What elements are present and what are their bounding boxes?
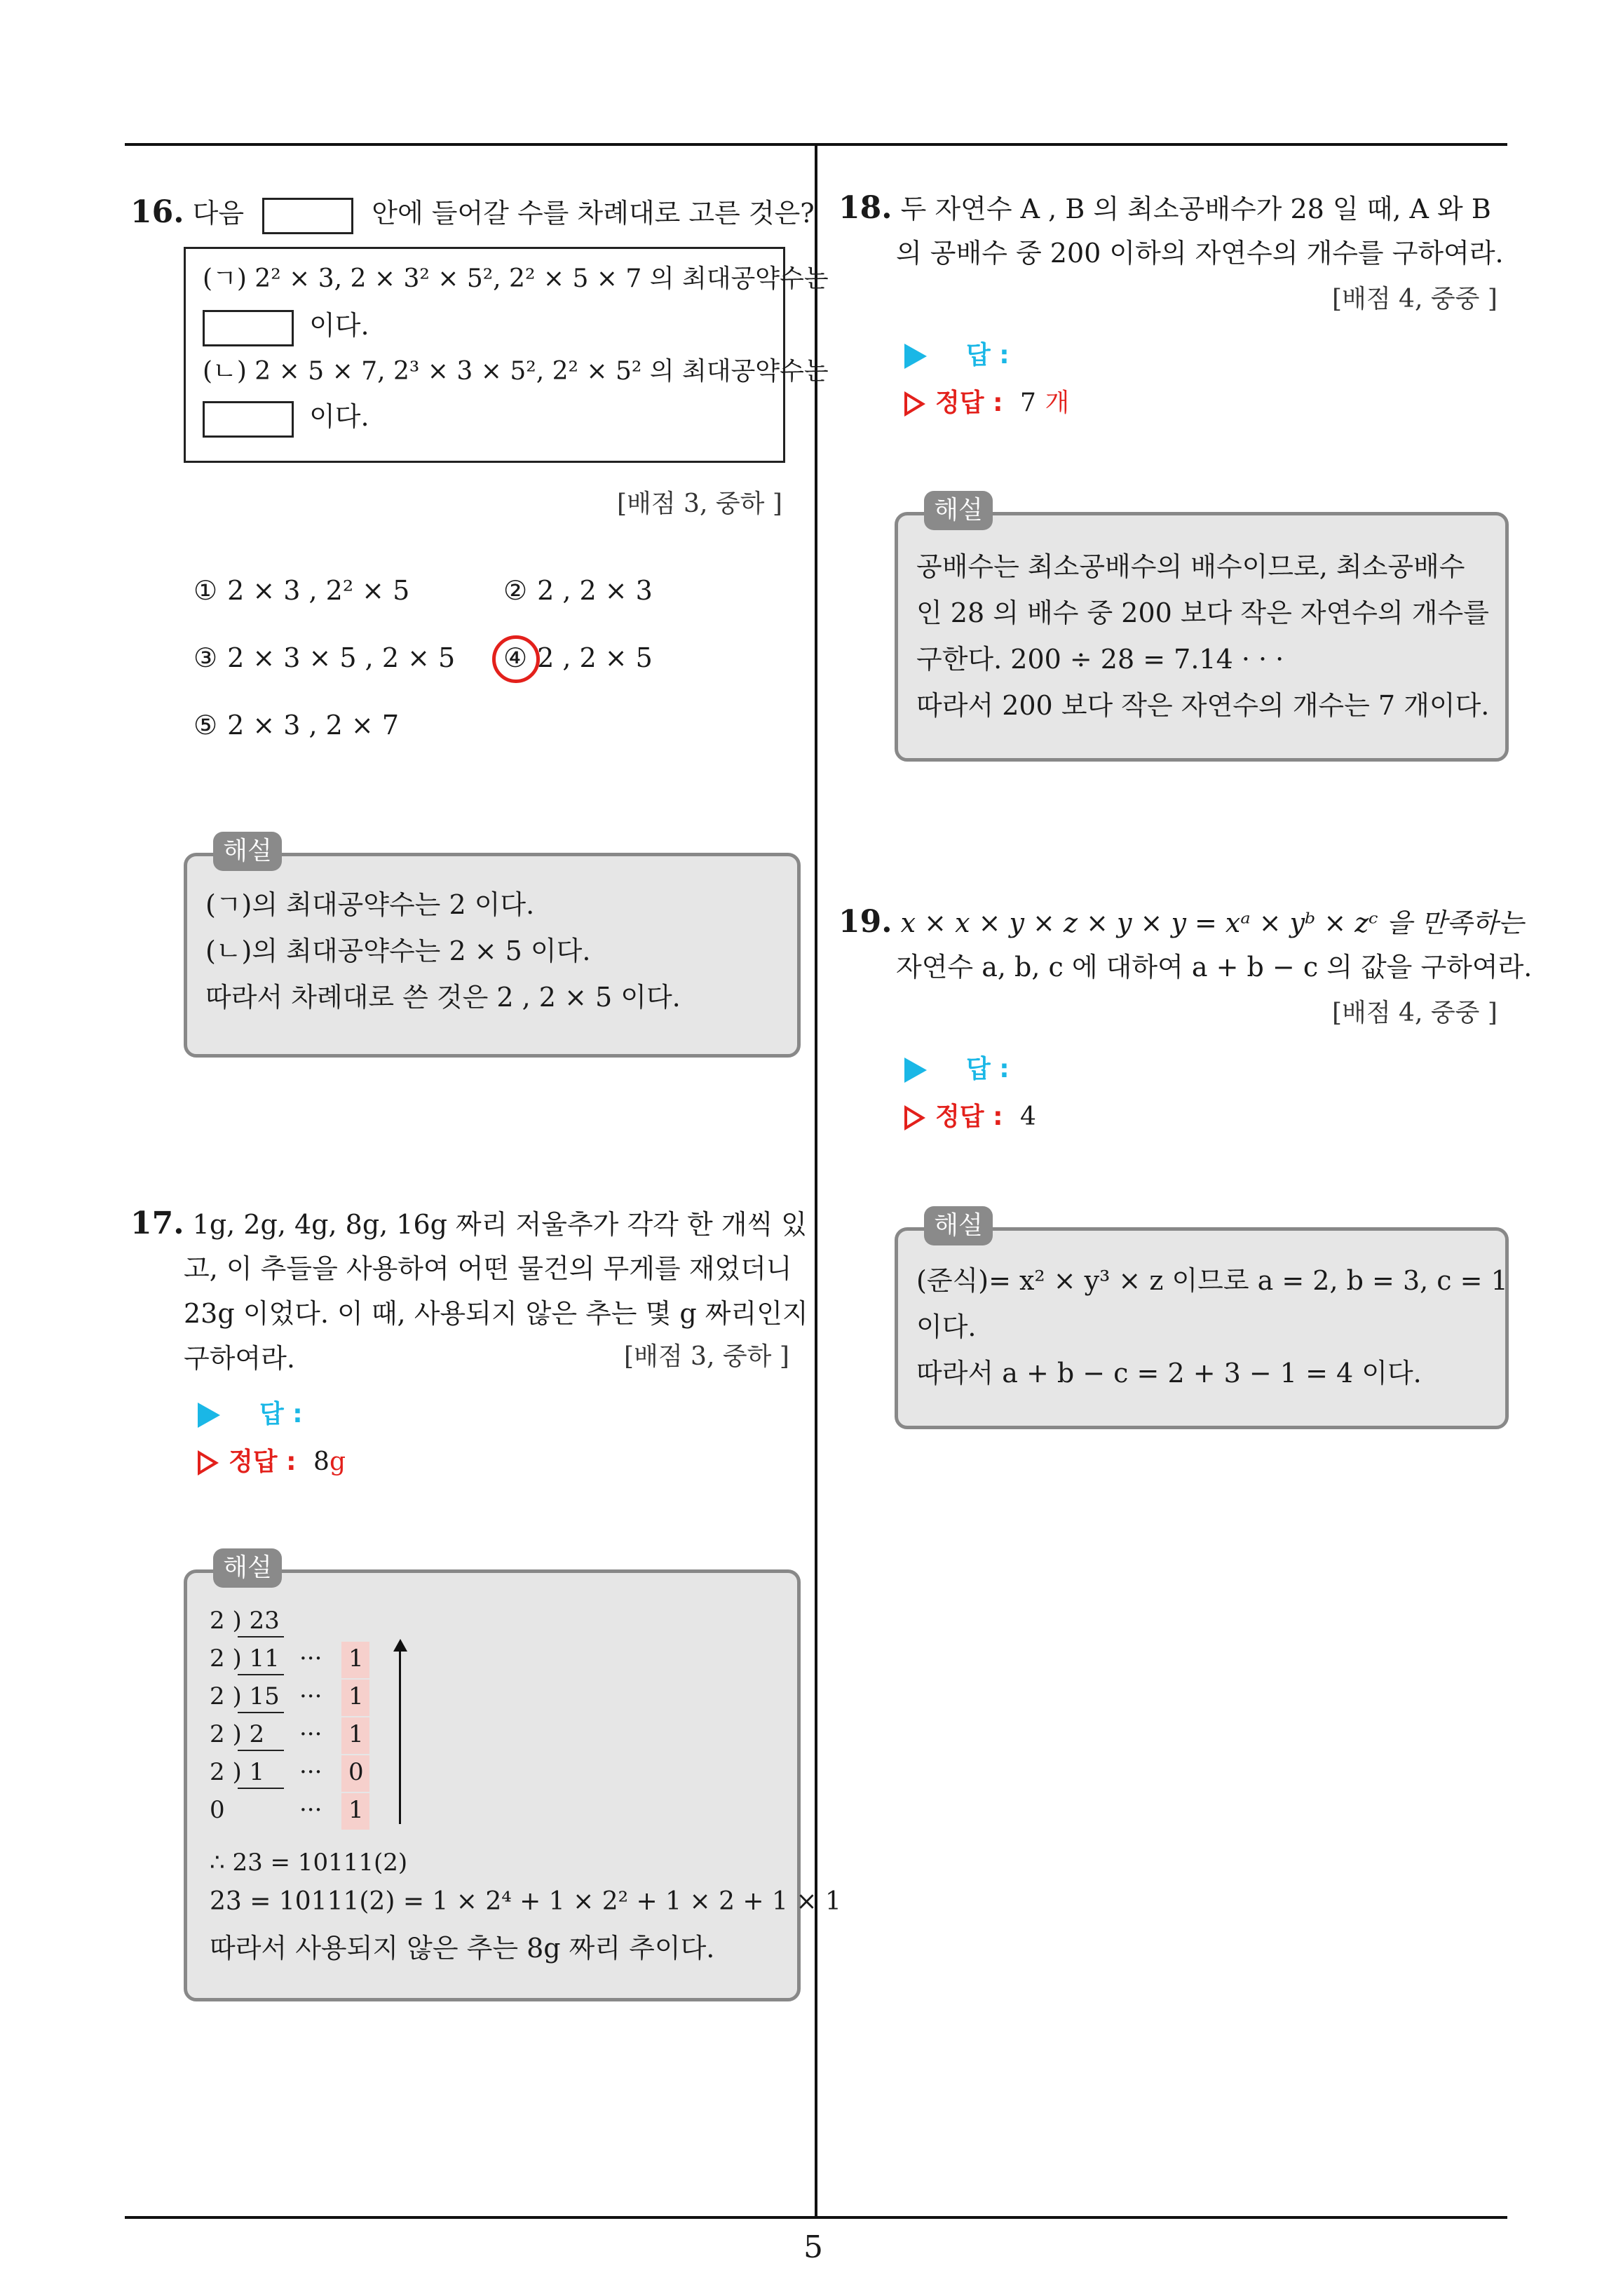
division-underline [238, 1788, 284, 1789]
choice-mark-3: ③ [193, 642, 218, 673]
q18-line1 [838, 185, 1491, 232]
div-row-4-left: 2 ) 2 [210, 1720, 265, 1748]
q16-choice-1[interactable] [193, 575, 409, 606]
q16-box-line2: 이다. [309, 310, 369, 341]
q16-box-line3: (ㄴ) 2 × 5 × 7, 2³ × 3 × 5², 2² × 5² 의 최대공약수는 [203, 357, 829, 386]
q19-number: 19. [838, 904, 892, 940]
q19-explanation-box [895, 1227, 1509, 1429]
div-row-1-left: 2 ) 23 [210, 1607, 280, 1635]
page-number: 5 [803, 2229, 823, 2265]
q17-correct-row [198, 1442, 346, 1478]
div-row-5-dots: ··· [299, 1758, 322, 1786]
triangle-outline-icon [904, 1105, 925, 1130]
div-row-2-rem: 1 [348, 1645, 364, 1673]
q19-score: [배점 4, 중중 ] [1332, 999, 1498, 1027]
div-row-5-left: 2 ) 1 [210, 1758, 265, 1786]
q19-explain-2: 이다. [916, 1311, 977, 1342]
q19-correct-label: 정답 : [935, 1102, 1003, 1131]
q18-correct-label: 정답 : [935, 389, 1003, 417]
bottom-rule [125, 2216, 1507, 2219]
q18-answer-label: 답 : [966, 341, 1010, 370]
q16-stem [130, 189, 815, 236]
div-row-2-left: 2 ) 11 [210, 1645, 280, 1673]
division-underline [238, 1674, 284, 1675]
choice-mark-5: ⑤ [193, 710, 218, 741]
q16-explanation-box [184, 853, 801, 1058]
play-icon [198, 1403, 220, 1428]
div-row-6-left: 0 [210, 1796, 225, 1824]
div-row-6-rem: 1 [348, 1796, 364, 1824]
div-row-2-dots: ··· [299, 1645, 322, 1673]
q16-explain-1: (ㄱ)의 최대공약수는 2 이다. [205, 889, 535, 920]
q16-box-row2 [203, 302, 369, 349]
play-icon [904, 344, 927, 369]
div-row-4-rem: 1 [348, 1720, 364, 1748]
q16-score: [배점 3, 중하 ] [617, 489, 782, 518]
q17-conclusion: 따라서 사용되지 않은 추는 8g 짜리 추이다. [210, 1933, 715, 1964]
q19-answer-row[interactable] [904, 1049, 1010, 1085]
q16-condition-box [184, 247, 829, 463]
q16-blank [262, 198, 353, 234]
q18-number: 18. [838, 190, 892, 226]
div-row-3-left: 2 ) 15 [210, 1682, 280, 1710]
choice-mark-2: ② [503, 575, 528, 606]
q17-explanation-box [184, 1569, 841, 2001]
div-row-3-rem: 1 [348, 1682, 364, 1710]
q17-expand-line: 23 = 10111(2) = 1 × 2⁴ + 1 × 2² + 1 × 2 + 1 × 1 [210, 1887, 841, 1916]
div-row-4-dots: ··· [299, 1720, 322, 1748]
q19-explanation-tab: 해설 [924, 1206, 993, 1245]
q17-explanation-tab: 해설 [213, 1548, 282, 1588]
q16-number: 16. [130, 194, 184, 230]
q16-box-line4: 이다. [309, 401, 369, 432]
q18-explanation-tab: 해설 [924, 491, 993, 530]
div-row-6-dots: ··· [299, 1796, 322, 1824]
q18-explain-3: 구한다. 200 ÷ 28 = 7.14 · · · [916, 644, 1284, 675]
division-underline [238, 1636, 284, 1637]
q18-correct-row [904, 383, 1069, 419]
q18-score: [배점 4, 중중 ] [1332, 285, 1498, 313]
q17-line2: 고, 이 추들을 사용하여 어떤 물건의 무게를 재었더니 [184, 1253, 792, 1284]
q18-explain-2: 인 28 의 배수 중 200 보다 작은 자연수의 개수를 [916, 597, 1489, 628]
q16-explanation-tab: 해설 [213, 832, 282, 871]
q16-box-blank-2 [203, 401, 294, 438]
q17-correct-label: 정답 : [229, 1447, 297, 1476]
q18-correct-value: 7 [1020, 389, 1036, 417]
q16-choice-2-text: 2 , 2 × 3 [537, 575, 653, 606]
q16-text-before: 다음 [192, 198, 245, 229]
up-arrow-icon [399, 1649, 401, 1824]
q18-line2: 의 공배수 중 200 이하의 자연수의 개수를 구하여라. [896, 238, 1504, 269]
q16-choice-2[interactable] [503, 575, 653, 606]
division-underline [238, 1750, 284, 1751]
q19-correct-row [904, 1097, 1036, 1133]
q17-correct-value: 8 [313, 1447, 330, 1476]
q16-explain-3: 따라서 차례대로 쓴 것은 2 , 2 × 5 이다. [205, 982, 681, 1013]
division-underline [238, 1712, 284, 1713]
q18-answer-row[interactable] [904, 335, 1010, 371]
q18-text-1: 두 자연수 A , B 의 최소공배수가 28 일 때, A 와 B [900, 194, 1491, 224]
q19-explain-3: 따라서 a + b − c = 2 + 3 − 1 = 4 이다. [916, 1358, 1422, 1389]
q16-choice-5-text: 2 × 3 , 2 × 7 [227, 710, 400, 741]
q17-answer-row[interactable] [198, 1394, 303, 1430]
q19-answer-label: 답 : [966, 1055, 1010, 1083]
q19-line2: 자연수 a, b, c 에 대하여 a + b − c 의 값을 구하여라. [896, 952, 1533, 982]
q17-line4: 구하여라. [184, 1343, 295, 1374]
q16-text-after: 안에 들어갈 수를 차례대로 고른 것은? [372, 198, 815, 229]
q18-correct-unit: 개 [1045, 389, 1070, 417]
q17-number: 17. [130, 1206, 184, 1241]
q17-answer-label: 답 : [259, 1400, 303, 1429]
triangle-outline-icon [198, 1450, 219, 1475]
q17-line1 [130, 1201, 807, 1248]
q16-choice-3[interactable] [193, 642, 455, 673]
q17-score: [배점 3, 중하 ] [624, 1342, 789, 1371]
q16-choice-3-text: 2 × 3 × 5 , 2 × 5 [227, 642, 456, 673]
q16-box-row4 [203, 393, 369, 440]
q19-explain-1: (준식)= x² × y³ × z 이므로 a = 2, b = 3, c = 1 [916, 1265, 1508, 1296]
div-row-5-rem: 0 [348, 1758, 364, 1786]
q19-line1 [838, 899, 1523, 946]
selected-answer-circle [492, 635, 540, 683]
arrow-head [393, 1639, 407, 1652]
q18-explain-4: 따라서 200 보다 작은 자연수의 개수는 7 개이다. [916, 690, 1490, 721]
q16-choice-5[interactable] [193, 710, 399, 741]
q18-explain-1: 공배수는 최소공배수의 배수이므로, 최소공배수 [916, 551, 1465, 582]
q17-correct-unit: g [329, 1447, 346, 1476]
q16-box-line1: (ㄱ) 2² × 3, 2 × 3² × 5², 2² × 5 × 7 의 최대공약수는 [203, 264, 829, 293]
choice-mark-4: ④ [503, 642, 528, 673]
q19-correct-value: 4 [1020, 1102, 1036, 1131]
q16-box-blank-1 [203, 310, 294, 346]
div-row-3-dots: ··· [299, 1682, 322, 1710]
q16-explain-2: (ㄴ)의 최대공약수는 2 × 5 이다. [205, 936, 591, 966]
q16-choice-1-text: 2 × 3 , 2² × 5 [227, 575, 410, 606]
play-icon [904, 1058, 927, 1083]
q17-result-line: ∴ 23 = 10111(2) [210, 1849, 408, 1877]
choice-mark-1: ① [193, 575, 218, 606]
q17-line3: 23g 이었다. 이 때, 사용되지 않은 추는 몇 g 짜리인지 [184, 1298, 808, 1329]
q16-choice-4-text: 2 , 2 × 5 [537, 642, 653, 673]
q18-explanation-box [895, 512, 1509, 762]
q19-text-1: x × x × y × z × y × y = xᵃ × yᵇ × zᶜ 을 만족하는 [900, 907, 1524, 938]
triangle-outline-icon [904, 391, 925, 417]
q17-text-1: 1g, 2g, 4g, 8g, 16g 짜리 저울추가 각각 한 개씩 있 [192, 1209, 807, 1240]
